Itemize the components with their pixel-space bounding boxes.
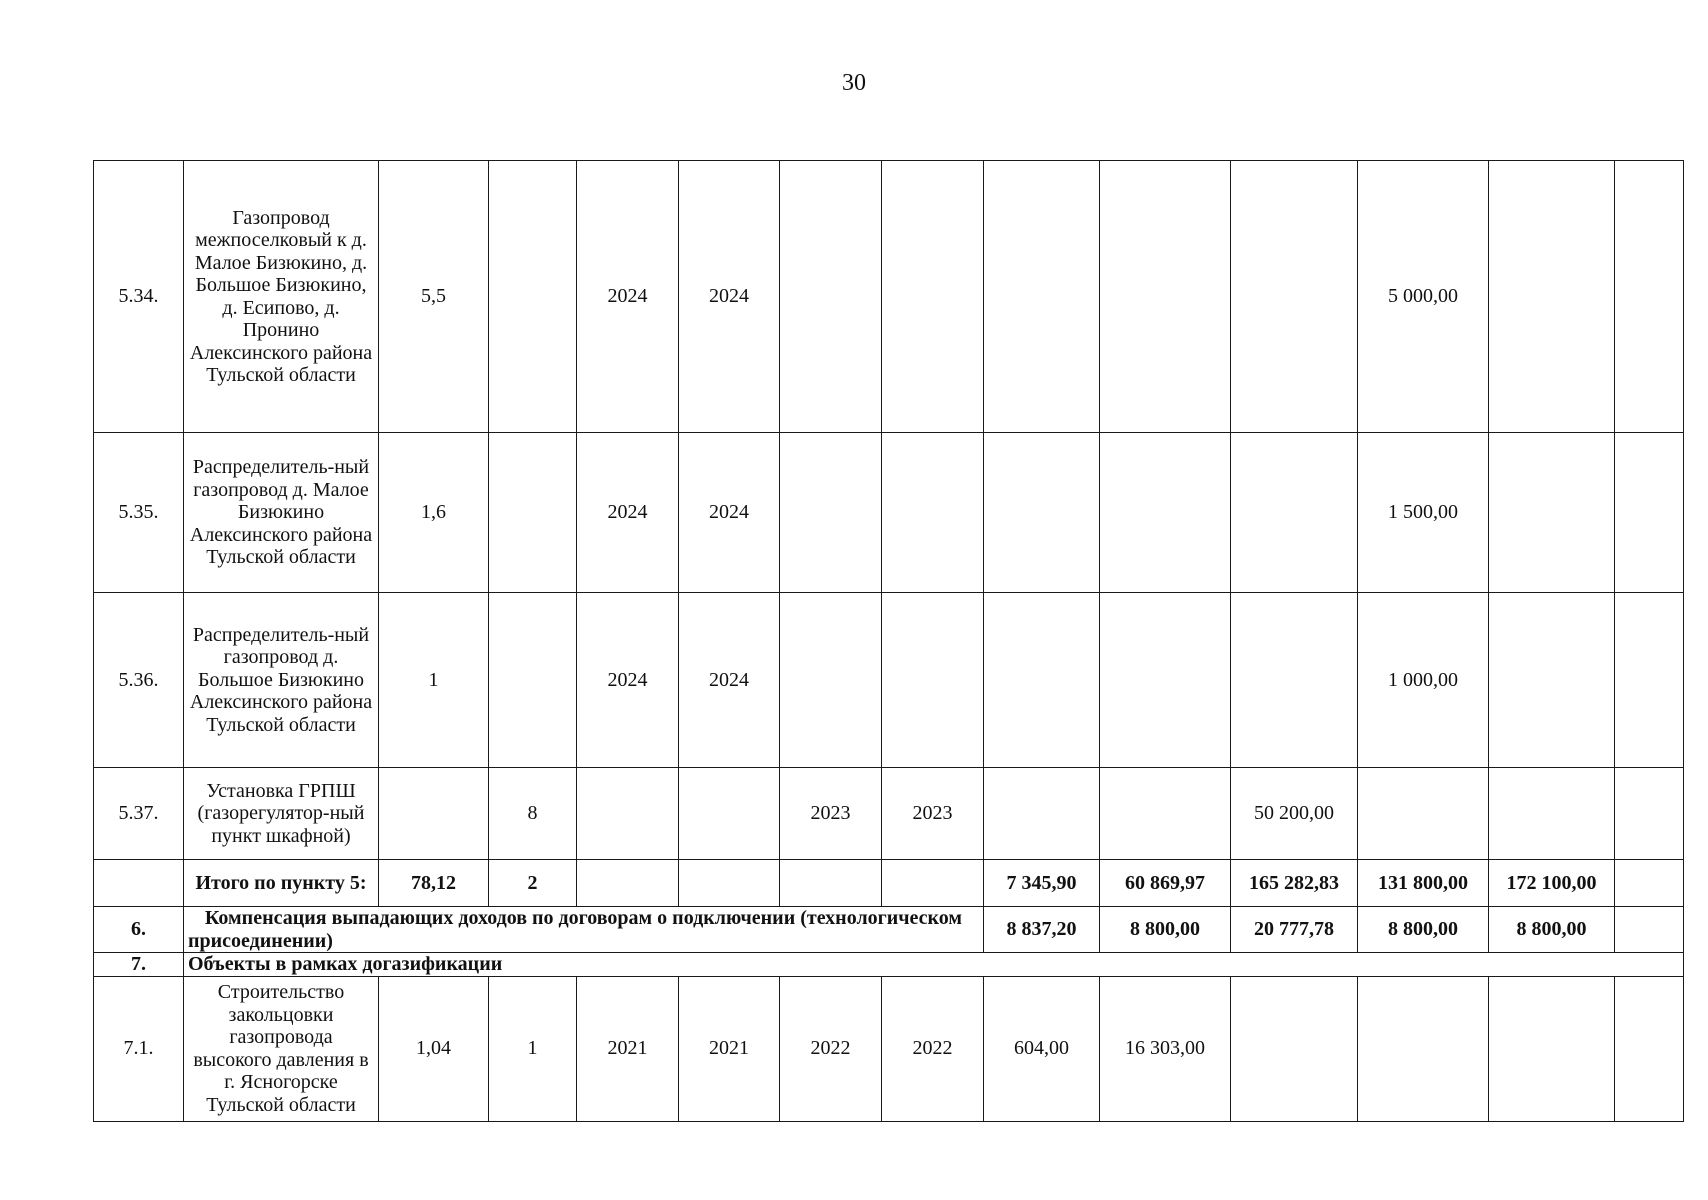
section-c11: 20 777,78 xyxy=(1231,907,1358,953)
cell-end-year: 2021 xyxy=(679,976,780,1121)
cell-c8: 2023 xyxy=(882,768,984,860)
cell-c12: 1 500,00 xyxy=(1358,433,1489,593)
cell-c12 xyxy=(1358,768,1489,860)
cell-c7 xyxy=(780,161,882,433)
cell-c14 xyxy=(1615,433,1684,593)
cell-c8 xyxy=(882,593,984,768)
total-label: Итого по пункту 5: xyxy=(184,860,379,907)
cell-c10 xyxy=(1100,433,1231,593)
table-row xyxy=(94,593,1684,768)
cell-length: 5,5 xyxy=(379,161,489,433)
cell-end-year: 2024 xyxy=(679,593,780,768)
object-name: Строительство закольцовки газопровода высокого давления в г. Ясногорске Тульской области xyxy=(184,976,379,1121)
cell-c9: 604,00 xyxy=(984,976,1100,1121)
cell-c11 xyxy=(1231,161,1358,433)
cell-c14 xyxy=(1615,593,1684,768)
total-c10: 60 869,97 xyxy=(1100,860,1231,907)
cell-c7: 2023 xyxy=(780,768,882,860)
cell-length xyxy=(379,768,489,860)
cell-start-year xyxy=(577,768,679,860)
cell-empty xyxy=(1231,976,1358,1121)
section-row xyxy=(94,907,1684,953)
cell-empty xyxy=(1615,860,1684,907)
object-name: Распределитель-ный газопровод д. Малое Бизюкино Алексинского района Тульской области xyxy=(184,433,379,593)
cell-end-year: 2024 xyxy=(679,161,780,433)
section-title: Объекты в рамках догазификации xyxy=(184,953,1684,977)
cell-c12: 1 000,00 xyxy=(1358,593,1489,768)
cell-length: 1 xyxy=(379,593,489,768)
cell-c13 xyxy=(1489,768,1615,860)
total-length: 78,12 xyxy=(379,860,489,907)
section-c13: 8 800,00 xyxy=(1489,907,1615,953)
row-number-empty xyxy=(94,860,184,907)
cell-c13 xyxy=(1489,593,1615,768)
cell-c12: 5 000,00 xyxy=(1358,161,1489,433)
table-row xyxy=(94,161,1684,433)
total-c13: 172 100,00 xyxy=(1489,860,1615,907)
cell-c14 xyxy=(1615,768,1684,860)
section-c10: 8 800,00 xyxy=(1100,907,1231,953)
cell-length: 1,6 xyxy=(379,433,489,593)
cell-start-year: 2021 xyxy=(577,976,679,1121)
cell-c9 xyxy=(984,593,1100,768)
row-number: 5.34. xyxy=(94,161,184,433)
row-number: 6. xyxy=(94,907,184,953)
cell-count xyxy=(489,161,577,433)
section-c9: 8 837,20 xyxy=(984,907,1100,953)
investment-table xyxy=(93,160,1684,1122)
cell-start-year: 2024 xyxy=(577,433,679,593)
cell-c11 xyxy=(1231,433,1358,593)
cell-empty xyxy=(1489,976,1615,1121)
cell-end-year: 2024 xyxy=(679,433,780,593)
cell-c11: 50 200,00 xyxy=(1231,768,1358,860)
cell-empty xyxy=(780,860,882,907)
cell-empty xyxy=(882,860,984,907)
cell-c8: 2022 xyxy=(882,976,984,1121)
cell-c9 xyxy=(984,768,1100,860)
cell-empty xyxy=(1615,907,1684,953)
row-number: 5.37. xyxy=(94,768,184,860)
total-c9: 7 345,90 xyxy=(984,860,1100,907)
object-name: Газопровод межпоселковый к д. Малое Бизюкино, д. Большое Бизюкино, д. Есипово, д. Пронино Алексинского района Тульской области xyxy=(184,161,379,433)
cell-c7 xyxy=(780,433,882,593)
section-c12: 8 800,00 xyxy=(1358,907,1489,953)
cell-c10 xyxy=(1100,161,1231,433)
row-number: 7.1. xyxy=(94,976,184,1121)
page-number: 30 xyxy=(842,70,866,96)
section-title: Компенсация выпадающих доходов по договорам о подключении (технологическом присоединении) xyxy=(184,907,984,953)
total-row xyxy=(94,860,1684,907)
object-name: Распределитель-ный газопровод д. Большое Бизюкино Алексинского района Тульской области xyxy=(184,593,379,768)
cell-empty xyxy=(577,860,679,907)
cell-c13 xyxy=(1489,433,1615,593)
cell-c9 xyxy=(984,161,1100,433)
cell-c7: 2022 xyxy=(780,976,882,1121)
cell-c10: 16 303,00 xyxy=(1100,976,1231,1121)
cell-start-year: 2024 xyxy=(577,593,679,768)
cell-empty xyxy=(1358,976,1489,1121)
total-c11: 165 282,83 xyxy=(1231,860,1358,907)
cell-c8 xyxy=(882,161,984,433)
section-row xyxy=(94,953,1684,977)
cell-empty xyxy=(679,860,780,907)
total-c12: 131 800,00 xyxy=(1358,860,1489,907)
cell-count xyxy=(489,433,577,593)
table-row xyxy=(94,433,1684,593)
total-count: 2 xyxy=(489,860,577,907)
cell-count: 8 xyxy=(489,768,577,860)
cell-c11 xyxy=(1231,593,1358,768)
cell-length: 1,04 xyxy=(379,976,489,1121)
object-name: Установка ГРПШ (газорегулятор-ный пункт шкафной) xyxy=(184,768,379,860)
row-number: 5.36. xyxy=(94,593,184,768)
table-row xyxy=(94,768,1684,860)
row-number: 5.35. xyxy=(94,433,184,593)
row-number: 7. xyxy=(94,953,184,977)
cell-c10 xyxy=(1100,593,1231,768)
cell-c14 xyxy=(1615,161,1684,433)
cell-start-year: 2024 xyxy=(577,161,679,433)
cell-c8 xyxy=(882,433,984,593)
cell-empty xyxy=(1615,976,1684,1121)
table-row xyxy=(94,976,1684,1121)
cell-count xyxy=(489,593,577,768)
cell-c10 xyxy=(1100,768,1231,860)
cell-count: 1 xyxy=(489,976,577,1121)
cell-c13 xyxy=(1489,161,1615,433)
cell-end-year xyxy=(679,768,780,860)
cell-c7 xyxy=(780,593,882,768)
cell-c9 xyxy=(984,433,1100,593)
